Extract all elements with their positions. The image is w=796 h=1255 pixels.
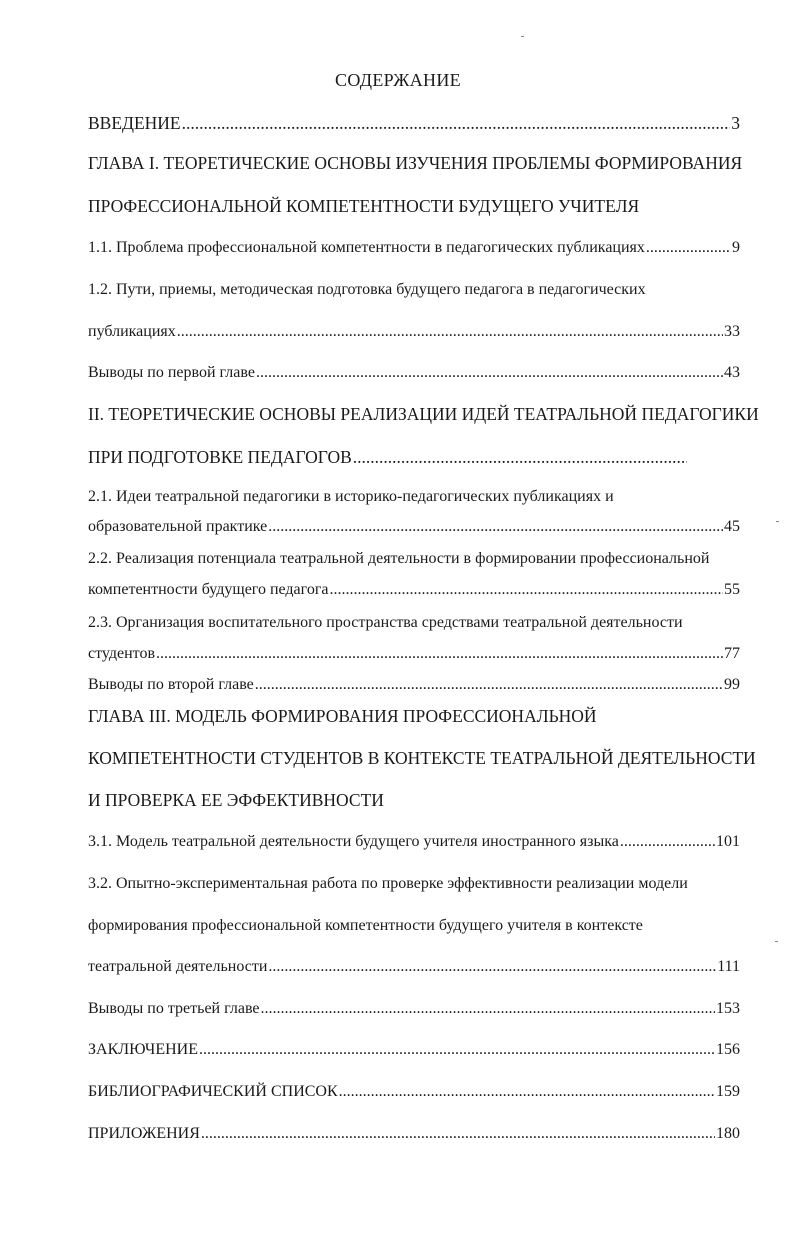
leader-dots [261,1000,716,1018]
toc-entry-bibliography [88,1083,740,1101]
toc-chapter-3-heading [88,706,740,727]
toc-chapter-1-heading-cont [88,196,740,217]
leader-dots [339,1083,715,1101]
toc-chapter-1-heading [88,153,743,174]
toc-entry-text: 1.2. Пути, приемы, методическая подготовка будущего педагога в педагогических [88,281,646,298]
toc-entry-text: ВВЕДЕНИЕ [88,113,181,133]
toc-entry-text: студентов [88,645,156,662]
toc-entry-2-2 [88,550,744,568]
toc-entry-text: II. ТЕОРЕТИЧЕСКИЕ ОСНОВЫ РЕАЛИЗАЦИИ ИДЕЙ ТЕАТРАЛЬНОЙ ПЕДАГОГИКИ [88,404,759,424]
leader-dots [646,239,731,257]
toc-entry-page: 159 [716,1083,740,1100]
toc-entry-introduction [88,113,740,134]
leader-dots [255,676,723,694]
toc-entry-text: ГЛАВА I. ТЕОРЕТИЧЕСКИЕ ОСНОВЫ ИЗУЧЕНИЯ ПРОБЛЕМЫ ФОРМИРОВАНИЯ [88,153,743,173]
leader-dots [177,323,723,341]
toc-entry-text: Выводы по второй главе [88,676,254,693]
scan-speck [776,521,779,522]
leader-dots [620,833,715,851]
toc-entry-conclusions-3 [88,1000,740,1018]
toc-entry-page: 33 [724,323,740,340]
toc-entry-text: компетентности будущего педагога [88,581,329,598]
scan-speck [521,36,524,37]
toc-entry-2-3-cont [88,645,740,663]
toc-entry-3-2 [88,875,740,893]
leader-dots [201,1125,715,1143]
leader-dots [199,1041,715,1059]
toc-entry-2-1-cont [88,518,740,536]
toc-chapter-3-heading-cont [88,748,756,769]
toc-entry-page: 153 [716,1000,740,1017]
toc-entry-text: ПРИЛОЖЕНИЯ [88,1125,200,1142]
toc-entry-text: ПРИ ПОДГОТОВКЕ ПЕДАГОГОВ [88,447,352,467]
toc-entry-text: ПРОФЕССИОНАЛЬНОЙ КОМПЕТЕНТНОСТИ БУДУЩЕГО УЧИТЕЛЯ [88,196,640,216]
toc-entry-1-1 [88,239,740,257]
leader-dots [182,113,731,134]
toc-entry-page: 111 [717,958,740,975]
leader-dots [353,447,687,468]
toc-entry-3-2-cont [88,917,740,935]
leader-dots [268,518,723,536]
toc-entry-text: БИБЛИОГРАФИЧЕСКИЙ СПИСОК [88,1083,338,1100]
toc-entry-page: 9 [732,239,740,256]
toc-entry-2-3 [88,614,740,632]
toc-entry-page: 43 [724,364,740,381]
toc-entry-text: 2.3. Организация воспитательного пространства средствами театральной деятельности [88,614,683,631]
leader-dots [156,645,723,663]
toc-entry-text: 3.2. Опытно-экспериментальная работа по проверке эффективности реализации модели [88,875,688,892]
toc-entry-text: театральной деятельности [88,958,268,975]
toc-entry-page: 45 [724,518,740,535]
toc-entry-1-2 [88,281,740,299]
toc-entry-page: 99 [724,676,740,693]
toc-entry-text: ЗАКЛЮЧЕНИЕ [88,1041,198,1058]
leader-dots [256,364,723,382]
leader-dots [268,958,716,976]
page-title: СОДЕРЖАНИЕ [335,70,461,90]
toc-entry-2-2-cont [88,581,740,599]
toc-chapter-2-heading [88,404,759,425]
toc-entry-conclusions-1 [88,364,740,382]
toc-entry-text: ГЛАВА III. МОДЕЛЬ ФОРМИРОВАНИЯ ПРОФЕССИОНАЛЬНОЙ [88,706,597,726]
toc-entry-page: 55 [724,581,740,598]
toc-entry-text: 2.1. Идеи театральной педагогики в историко-педагогических публикациях и [88,488,614,505]
toc-entry-text: И ПРОВЕРКА ЕЕ ЭФФЕКТИВНОСТИ [88,790,384,810]
toc-entry-text: КОМПЕТЕНТНОСТИ СТУДЕНТОВ В КОНТЕКСТЕ ТЕАТРАЛЬНОЙ ДЕЯТЕЛЬНОСТИ [88,748,756,768]
toc-entry-page: 77 [724,645,740,662]
toc-chapter-2-heading-cont [88,447,688,468]
toc-entry-conclusion [88,1041,740,1059]
toc-entry-text: 1.1. Проблема профессиональной компетентности в педагогических публикациях [88,239,645,256]
toc-entry-conclusions-2 [88,676,740,694]
toc-entry-text: образовательной практике [88,518,268,535]
toc-entry-page: 3 [731,113,740,133]
toc-entry-text: 3.1. Модель театральной деятельности будущего учителя иностранного языка [88,833,619,850]
toc-entry-page: 180 [716,1125,740,1142]
toc-entry-page: 156 [716,1041,740,1058]
toc-entry-1-2-cont [88,323,740,341]
toc-entry-text: формирования профессиональной компетентности будущего учителя в контексте [88,917,643,934]
toc-entry-page: 101 [716,833,740,850]
toc-entry-2-1 [88,488,740,506]
toc-entry-text: Выводы по первой главе [88,364,255,381]
toc-entry-3-1 [88,833,740,851]
toc-entry-appendices [88,1125,740,1143]
toc-entry-3-2-cont2 [88,958,740,976]
scan-speck [775,941,778,942]
toc-chapter-3-heading-cont2 [88,790,740,811]
toc-entry-text: публикациях [88,323,176,340]
toc-entry-text: 2.2. Реализация потенциала театральной деятельности в формировании профессиональной [88,550,710,567]
leader-dots [329,581,723,599]
toc-entry-text: Выводы по третьей главе [88,1000,260,1017]
